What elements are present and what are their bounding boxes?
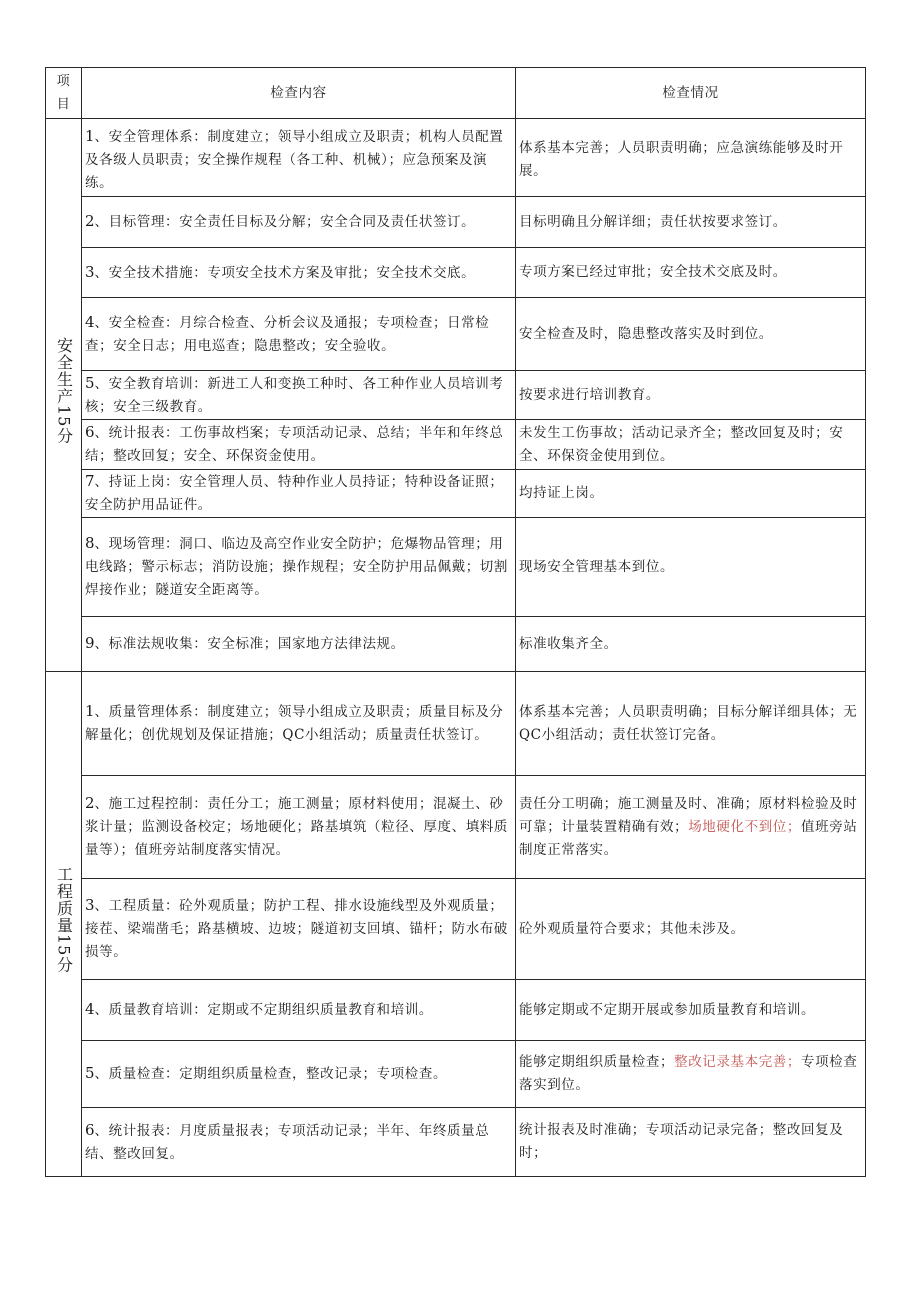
item-content: 、质量检查：定期组织质量检查，整改记录；专项检查。 <box>94 1066 448 1082</box>
item-content: 、安全教育培训：新进工人和变换工种时、各工种作业人员培训考核；安全三级教育。 <box>85 375 504 415</box>
status-text: 安全检查及时，隐患整改落实及时到位。 <box>519 325 773 342</box>
content-cell <box>82 470 516 518</box>
item-content: 、工程质量：砼外观质量；防护工程、排水设施线型及外观质量；接茬、梁端凿毛；路基横坡、边坡；隧道初支回填、锚杆；防水布破损等。 <box>85 898 508 960</box>
status-text: 标准收集齐全。 <box>519 635 618 652</box>
table-row <box>46 1108 866 1177</box>
status-cell <box>516 371 866 420</box>
content-cell <box>82 119 516 197</box>
status-cell <box>516 119 866 197</box>
status-cell <box>516 420 866 470</box>
item-content: 、安全检查：月综合检查、分析会议及通报；专项检查；日常检查；安全日志；用电巡查；隐患整改；安全验收。 <box>85 314 490 354</box>
header-status: 检查情况 <box>516 68 866 119</box>
inspection-table <box>45 67 866 1177</box>
item-content: 、统计报表：工伤事故档案；专项活动记录、总结；半年和年终总结；整改回复；安全、环保资金使用。 <box>85 425 504 464</box>
status-text: 体系基本完善；人员职责明确；应急演练能够及时开展。 <box>519 139 844 179</box>
status-text: 均持证上岗。 <box>519 485 604 501</box>
status-text: 责任分工明确；施工测量及时、准确；原材料检验及时可靠；计量装置精确有效； <box>519 795 858 835</box>
item-content: 、标准法规收集：安全标准；国家地方法律法规。 <box>94 636 405 652</box>
table-row <box>46 617 866 672</box>
status-text: 未发生工伤事故；活动记录齐全；整改回复及时；安全、环保资金使用到位。 <box>519 424 844 464</box>
item-content: 、安全管理体系：制度建立；领导小组成立及职责；机构人员配置及各级人员职责；安全操作规程（各工种、机械）；应急预案及演练。 <box>85 128 504 191</box>
section-label-cell <box>46 672 82 1177</box>
table-row <box>46 248 866 298</box>
header-project-char-2: 目 <box>56 97 71 112</box>
content-cell <box>82 197 516 248</box>
table-row <box>46 420 866 470</box>
header-project-char-1: 项 <box>56 74 71 89</box>
status-cell <box>516 879 866 980</box>
status-text: 现场安全管理基本到位。 <box>519 558 675 575</box>
table-row <box>46 298 866 371</box>
status-cell <box>516 776 866 879</box>
table-row <box>46 1041 866 1108</box>
content-cell <box>82 776 516 879</box>
status-text: 专项检查落实到位。 <box>519 1054 858 1093</box>
content-cell <box>82 980 516 1041</box>
status-cell <box>516 672 866 776</box>
item-number: 8 <box>85 534 95 552</box>
item-number: 1 <box>85 126 95 145</box>
content-cell <box>82 420 516 470</box>
content-cell <box>82 248 516 298</box>
item-content: 、施工过程控制：责任分工；施工测量；原材料使用；混凝土、砂浆计量；监测设备校定；场地硬化；路基填筑（粒径、厚度、填料质量等）；值班旁站制度落实情况。 <box>85 796 508 858</box>
item-number: 5 <box>85 373 95 392</box>
status-text: 砼外观质量符合要求；其他未涉及。 <box>519 920 745 937</box>
header-content: 检查内容 <box>82 68 516 119</box>
status-text: 目标明确且分解详细；责任状按要求签订。 <box>519 213 787 230</box>
status-text: 专项方案已经过审批；安全技术交底及时。 <box>519 264 787 280</box>
content-cell <box>82 1108 516 1177</box>
item-number: 1 <box>85 702 95 720</box>
content-cell <box>82 371 516 420</box>
section-label-cell <box>46 119 82 672</box>
content-cell <box>82 518 516 617</box>
header-row <box>46 68 866 119</box>
status-text: 按要求进行培训教育。 <box>519 386 660 403</box>
header-project-cell <box>46 68 82 119</box>
item-number: 6 <box>85 423 95 441</box>
status-cell <box>516 197 866 248</box>
status-cell <box>516 248 866 298</box>
table-row <box>46 518 866 617</box>
item-content: 、持证上岗：安全管理人员、特种作业人员持证；特种设备证照；安全防护用品证件。 <box>85 474 504 513</box>
item-number: 6 <box>85 1120 95 1139</box>
item-number: 2 <box>85 794 95 812</box>
table-row <box>46 197 866 248</box>
table-row <box>46 776 866 879</box>
item-number: 3 <box>85 262 95 281</box>
content-cell <box>82 1041 516 1108</box>
item-number: 7 <box>85 472 95 490</box>
item-number: 5 <box>85 1064 95 1082</box>
table-row <box>46 470 866 518</box>
item-number: 4 <box>85 312 95 331</box>
table-row <box>46 879 866 980</box>
status-text: 体系基本完善；人员职责明确；目标分解详细具体；无QC小组活动；责任状签订完备。 <box>519 703 858 743</box>
item-content: 、安全技术措施：专项安全技术方案及审批；安全技术交底。 <box>94 264 476 281</box>
status-text: 整改记录基本完善； <box>674 1054 802 1070</box>
item-number: 9 <box>85 634 95 652</box>
section-label: 安全生产15分 <box>54 337 74 445</box>
content-cell <box>82 617 516 672</box>
status-cell <box>516 518 866 617</box>
status-text: 统计报表及时准确；专项活动记录完备；整改回复及时； <box>519 1122 844 1161</box>
item-content: 、目标管理：安全责任目标及分解；安全合同及责任状签订。 <box>94 214 476 230</box>
item-content: 、质量教育培训：定期或不定期组织质量教育和培训。 <box>94 1002 433 1018</box>
status-cell <box>516 1108 866 1177</box>
status-cell <box>516 1041 866 1108</box>
status-cell <box>516 470 866 518</box>
item-content: 、现场管理：洞口、临边及高空作业安全防护；危爆物品管理；用电线路；警示标志；消防设施；操作规程；安全防护用品佩戴；切割焊接作业；隧道安全距离等。 <box>85 536 508 598</box>
status-cell <box>516 617 866 672</box>
table-row <box>46 672 866 776</box>
item-content: 、统计报表：月度质量报表；专项活动记录；半年、年终质量总结、整改回复。 <box>85 1122 490 1162</box>
status-text: 场地硬化不到位； <box>688 818 802 835</box>
content-cell <box>82 298 516 371</box>
status-text: 能够定期或不定期开展或参加质量教育和培训。 <box>519 1001 816 1018</box>
status-cell <box>516 980 866 1041</box>
item-number: 3 <box>85 896 95 914</box>
status-text: 能够定期组织质量检查； <box>519 1054 675 1070</box>
item-number: 2 <box>85 212 95 230</box>
table-row <box>46 119 866 197</box>
content-cell <box>82 672 516 776</box>
content-cell <box>82 879 516 980</box>
table-row <box>46 371 866 420</box>
item-number: 4 <box>85 1000 95 1018</box>
status-cell <box>516 298 866 371</box>
section-label: 工程质量15分 <box>54 866 74 974</box>
table-row <box>46 980 866 1041</box>
item-content: 、质量管理体系：制度建立；领导小组成立及职责；质量目标及分解量化；创优规划及保证措施；QC小组活动；质量责任状签订。 <box>85 704 504 743</box>
status-text: 值班旁站制度正常落实。 <box>519 818 858 858</box>
